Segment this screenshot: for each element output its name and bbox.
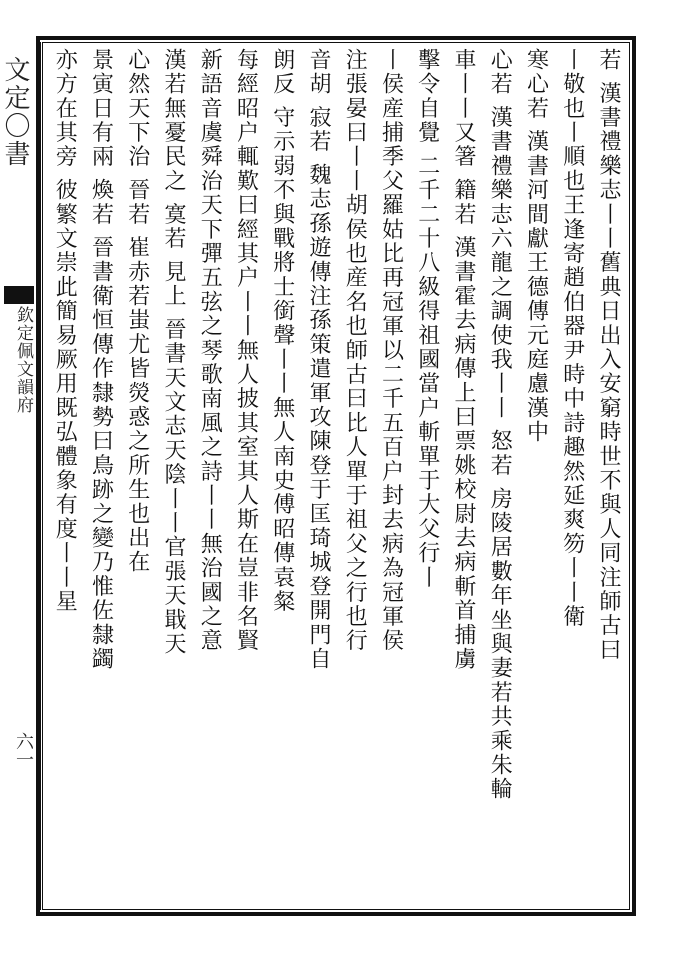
text-column: 音胡 寂若 魏志孫遊傳注孫策遣軍攻陳登于匡琦城登開門自 xyxy=(306,48,331,672)
spine-header: 文定〇書 xyxy=(0,56,30,168)
page-spine xyxy=(0,42,42,910)
text-column: 新語音虞舜治天下彈五弦之琴歌南風之詩丨丨無治國之意 xyxy=(197,48,223,653)
text-column: 擊令自覺 二千二十八級得祖國當户斬單于大父行丨 xyxy=(414,48,440,590)
spine-title: 欽定佩文韻府 xyxy=(13,306,33,414)
text-column: 心若 漢書禮樂志六龍之調使我丨丨 怒若 房陵居數年坐與妻若共乘朱輪 xyxy=(487,48,513,802)
text-column: 心然天下治 晉若 崔赤若蚩尤皆熒惑之所生也出在 xyxy=(124,48,150,575)
text-column: 車丨丨又箸 籍若 漢書霍去病傳上曰票姚校尉去病斬首捕虜 xyxy=(451,48,476,672)
text-column: 寒心若 漢書河間獻王德傳元庭慮漢中 xyxy=(523,48,549,445)
text-column: 丨敬也丨順也王逢寄趙伯器尹時中詩趣然延爽笏丨丨衛 xyxy=(559,48,585,629)
text-column: 朗反 守示弱不與戰將士銜聲丨丨無人南史傅昭傳袁粲 xyxy=(269,48,295,614)
text-column: 景寅日有兩 煥若 晉書衛恒傳作隸勢曰鳥跡之變乃惟佐隸蠲 xyxy=(88,48,114,672)
text-column: 丨侯産捕季父羅姑比再冠軍以二千五百户封去病為冠軍侯 xyxy=(378,48,404,653)
spine-rule xyxy=(38,42,41,910)
text-column: 亦方在其旁 彼繁文崇此簡易厥用既弘體象有度丨丨星 xyxy=(52,48,78,614)
text-column: 漢若無憂民之 寞若 見上 晉書天文志天陰丨丨官張天戢天 xyxy=(161,48,186,657)
text-column: 若 漢書禮樂志丨丨舊典日出入安窮時世不與人同注師古曰 xyxy=(596,48,621,663)
page-number: 六一 xyxy=(13,732,34,768)
text-column: 注張晏曰丨丨胡侯也産名也師古曰比人單于祖父之行也行 xyxy=(342,48,368,653)
fish-tail-mark xyxy=(4,286,34,304)
text-columns xyxy=(46,48,626,900)
text-column: 每經昭户輒歎曰經其户丨丨無人披其室其人斯在豈非名賢 xyxy=(233,48,259,653)
